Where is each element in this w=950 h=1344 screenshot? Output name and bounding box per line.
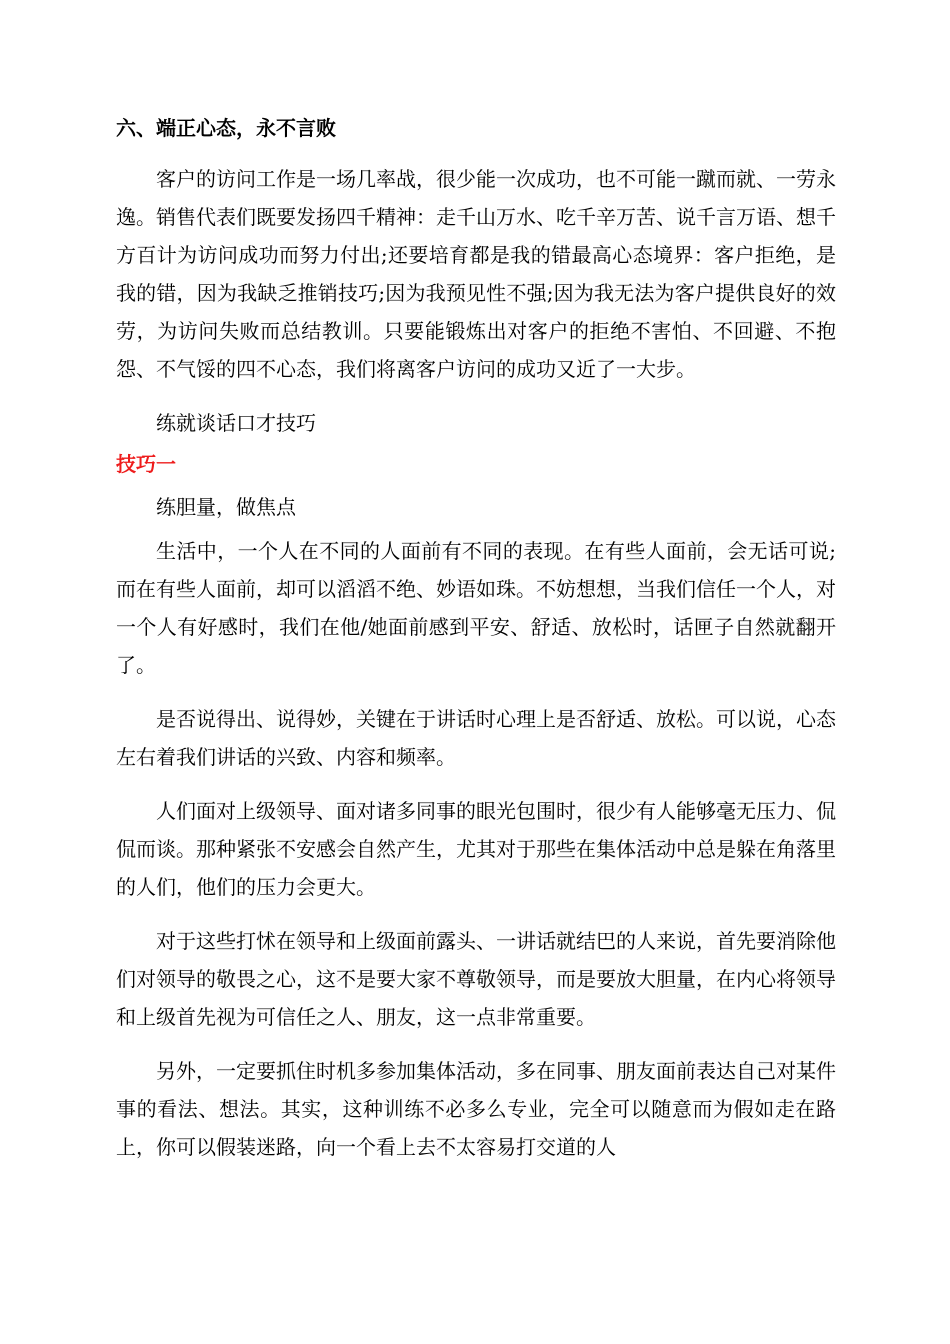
paragraph-relaxed-mind: 是否说得出、说得妙，关键在于讲话时心理上是否舒适、放松。可以说，心态左右着我们讲话的兴致、内容和频率。 <box>116 707 836 769</box>
paragraph-leaders: 对于这些打怵在领导和上级面前露头、一讲话就结巴的人来说，首先要消除他们对领导的敬畏之心，这不是要大家不尊敬领导，而是要放大胆量，在内心将领导和上级首先视为可信任之人、朋友，这一点非常重要。 <box>116 929 836 1029</box>
paragraph-visit-mindset: 客户的访问工作是一场几率战，很少能一次成功，也不可能一蹴而就、一劳永逸。销售代表们既要发扬四千精神：走千山万水、吃千辛万苦、说千言万语、想千方百计为访问成功而努力付出;还要培育都是我的错最高心态境界：客户拒绝，是我的错，因为我缺乏推销技巧;因为我预见性不强;因为我无法为客户提供良好的效劳，为访问失败而总结教训。只要能锻炼出对客户的拒绝不害怕、不回避、不抱怨、不气馁的四不心态，我们将离客户访问的成功又近了一大步。 <box>116 167 836 381</box>
paragraph-speaking-skills-title: 练就谈话口才技巧 <box>156 411 316 435</box>
document-body <box>116 112 836 1182</box>
paragraph-life-behavior: 生活中，一个人在不同的人面前有不同的表现。在有些人面前，会无话可说;而在有些人面前，却可以滔滔不绝、妙语如珠。不妨想想，当我们信任一个人，对一个人有好感时，我们在他/她面前感到平安、舒适、放松时，话匣子自然就翻开了。 <box>116 539 836 677</box>
paragraph-pressure: 人们面对上级领导、面对诸多同事的眼光包围时，很少有人能够毫无压力、侃侃而谈。那种紧张不安感会自然产生，尤其对于那些在集体活动中总是躲在角落里的人们，他们的压力会更大。 <box>116 799 836 899</box>
paragraph-group-activities: 另外，一定要抓住时机多参加集体活动，多在同事、朋友面前表达自己对某件事的看法、想法。其实，这种训练不必多么专业，完全可以随意而为假如走在路上，你可以假装迷路，向一个看上去不太容易打交道的人 <box>116 1059 836 1159</box>
section-heading-six: 六、端正心态，永不言败 <box>116 116 336 140</box>
paragraph-skill-one-subtitle: 练胆量，做焦点 <box>156 495 296 519</box>
skill-one-heading: 技巧一 <box>116 452 176 476</box>
